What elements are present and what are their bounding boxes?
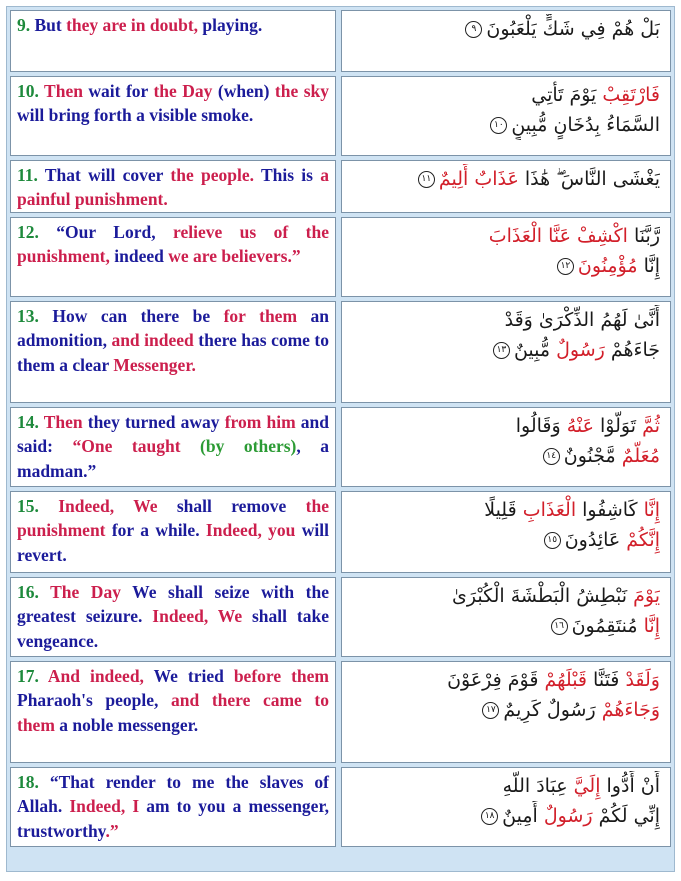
translation-segment: from him bbox=[224, 412, 301, 432]
translation-segment: we are believers.” bbox=[168, 246, 301, 267]
verse-translation bbox=[10, 217, 336, 297]
translation-segment: playing. bbox=[198, 15, 263, 35]
arabic-segment: عِبَادَ اللَّهِ bbox=[502, 775, 574, 797]
arabic-segment: رَسُولٌ كَرِيمٌ bbox=[503, 699, 602, 721]
verse-number: 14. bbox=[17, 412, 39, 432]
translation-segment: am to you a messenger, trustworthy bbox=[17, 796, 329, 841]
arabic-segment: عَنْهُ bbox=[566, 415, 594, 437]
verse-row bbox=[10, 10, 671, 72]
verse-row bbox=[10, 301, 671, 403]
arabic-line bbox=[354, 581, 660, 611]
arabic-segment: مُعَلَّمٌ bbox=[621, 445, 660, 467]
arabic-segment: إِنَّا bbox=[637, 255, 660, 277]
translation-segment: But bbox=[30, 15, 67, 35]
verse-row bbox=[10, 491, 671, 573]
arabic-segment: رَسُولٌ bbox=[543, 805, 593, 827]
translation-segment: We tried bbox=[153, 666, 234, 686]
verse-arabic bbox=[341, 491, 671, 573]
arabic-line bbox=[354, 164, 660, 194]
translation-segment: a noble messenger. bbox=[59, 714, 199, 735]
ayah-number-marker: ١٧ bbox=[482, 702, 499, 719]
translation-segment: This is bbox=[253, 165, 321, 185]
arabic-segment: بَلْ هُمْ فِي شَكٍّ يَلْعَبُونَ bbox=[486, 18, 660, 40]
ayah-number-marker: ١٤ bbox=[543, 448, 560, 465]
translation-segment: an admonition, bbox=[17, 306, 330, 351]
translation-segment: they are in doubt, bbox=[66, 15, 199, 35]
arabic-segment: مُنتَقِمُونَ bbox=[571, 615, 644, 637]
verse-number: 15. bbox=[17, 496, 39, 516]
translation-segment: Then bbox=[38, 412, 88, 432]
ayah-number-marker: ١٠ bbox=[490, 117, 507, 134]
arabic-segment: قَلِيلًا bbox=[484, 499, 523, 521]
verse-number: 18. bbox=[17, 772, 39, 792]
translation-segment: indeed bbox=[114, 246, 169, 267]
translation-segment: and said: bbox=[17, 412, 330, 457]
arabic-segment: مُؤْمِنُونَ bbox=[577, 255, 638, 277]
arabic-line bbox=[354, 110, 660, 140]
arabic-segment: وَلَقَدْ bbox=[625, 669, 660, 691]
verse-arabic bbox=[341, 407, 671, 487]
translation-segment: and there came to them bbox=[17, 690, 329, 735]
verse-translation bbox=[10, 491, 336, 573]
arabic-segment: ثُمَّ bbox=[642, 415, 660, 437]
verse-number: 11. bbox=[17, 165, 38, 185]
verse-translation bbox=[10, 407, 336, 487]
arabic-line bbox=[354, 771, 660, 801]
verse-number: 12. bbox=[17, 222, 39, 242]
verse-row bbox=[10, 577, 671, 657]
arabic-segment: مُّبِينٌ bbox=[513, 339, 557, 361]
arabic-segment: أَمِينٌ bbox=[502, 805, 544, 827]
ayah-number-marker: ١١ bbox=[418, 171, 435, 188]
verse-translation bbox=[10, 661, 336, 763]
verse-arabic bbox=[341, 767, 671, 847]
arabic-segment: رَّبَّنَا bbox=[627, 225, 660, 247]
arabic-line bbox=[354, 495, 660, 525]
translation-segment: the people. bbox=[170, 165, 254, 185]
arabic-line bbox=[354, 665, 660, 695]
translation-segment: Indeed, We bbox=[38, 496, 177, 516]
translation-segment: for a while. bbox=[111, 520, 206, 541]
translation-segment: “One taught bbox=[72, 436, 201, 457]
arabic-segment: فَارْتَقِبْ bbox=[602, 84, 660, 106]
arabic-segment: عَائِدُونَ bbox=[564, 529, 627, 551]
translation-segment: The Day bbox=[38, 582, 133, 602]
arabic-segment: أَنْ أَدُّوا bbox=[600, 775, 660, 797]
arabic-segment: فَتَنَّا bbox=[587, 669, 626, 691]
verse-row bbox=[10, 661, 671, 763]
translation-segment: Pharaoh's people, bbox=[17, 690, 172, 711]
translation-segment: a painful punishment. bbox=[17, 165, 329, 210]
verse-translation bbox=[10, 160, 336, 213]
translation-segment: wait for bbox=[88, 81, 154, 101]
translation-segment: the Day bbox=[153, 81, 218, 101]
arabic-segment: نَبْطِشُ الْبَطْشَةَ الْكُبْرَىٰ bbox=[452, 585, 634, 607]
arabic-segment: اكْشِفْ عَنَّا الْعَذَابَ bbox=[488, 225, 628, 247]
arabic-segment: عَذَابٌ أَلِيمٌ bbox=[438, 168, 519, 190]
arabic-line bbox=[354, 251, 660, 281]
translation-segment: (by others) bbox=[200, 436, 297, 457]
arabic-line bbox=[354, 611, 660, 641]
verse-row bbox=[10, 160, 671, 213]
translation-segment: before them bbox=[233, 666, 330, 686]
verse-translation bbox=[10, 76, 336, 156]
verse-arabic bbox=[341, 217, 671, 297]
verse-number: 10. bbox=[17, 81, 39, 101]
verse-arabic bbox=[341, 577, 671, 657]
translation-segment: Indeed, you bbox=[205, 520, 302, 541]
verse-arabic bbox=[341, 661, 671, 763]
translation-segment: “That render to me the slaves of Allah. bbox=[17, 772, 329, 817]
translation-segment: How can there be bbox=[38, 306, 224, 326]
translation-segment: Indeed, I bbox=[69, 796, 147, 817]
translation-segment: and indeed bbox=[111, 330, 194, 351]
translation-segment: That will cover bbox=[37, 165, 171, 185]
ayah-number-marker: ١٥ bbox=[544, 532, 561, 549]
arabic-segment: السَّمَاءُ بِدُخَانٍ مُّبِينٍ bbox=[511, 114, 660, 136]
arabic-line bbox=[354, 695, 660, 725]
arabic-segment: يَوْمَ تَأْتِي bbox=[531, 84, 603, 106]
translation-segment: (when) bbox=[217, 81, 275, 101]
translation-segment: they turned away bbox=[87, 412, 225, 432]
verse-row bbox=[10, 217, 671, 297]
arabic-segment: الْعَذَابِ bbox=[522, 499, 577, 521]
arabic-line bbox=[354, 411, 660, 441]
ayah-number-marker: ١٨ bbox=[481, 808, 498, 825]
verse-arabic bbox=[341, 160, 671, 213]
verse-number: 17. bbox=[17, 666, 39, 686]
arabic-segment: كَاشِفُوا bbox=[576, 499, 644, 521]
arabic-segment: إِنَّا bbox=[643, 499, 660, 521]
arabic-segment: قَبْلَهُمْ bbox=[544, 669, 588, 691]
translation-segment: will revert. bbox=[17, 520, 329, 565]
arabic-segment: إِلَيَّ bbox=[573, 775, 601, 797]
arabic-line bbox=[354, 221, 660, 251]
translation-segment: the punishment bbox=[17, 496, 329, 541]
translation-segment: Then bbox=[38, 81, 89, 101]
arabic-segment: قَوْمَ فِرْعَوْنَ bbox=[447, 669, 545, 691]
ayah-number-marker: ٩ bbox=[465, 21, 482, 38]
translation-segment: We shall seize with the greatest seizure. bbox=[17, 582, 329, 627]
arabic-segment: إِنَّكُمْ bbox=[626, 529, 660, 551]
arabic-segment: وَقَالُوا bbox=[515, 415, 567, 437]
verse-number: 13. bbox=[17, 306, 39, 326]
ayah-number-marker: ١٣ bbox=[493, 342, 510, 359]
translation-segment: “Our Lord, bbox=[38, 222, 174, 242]
ayah-number-marker: ١٦ bbox=[551, 618, 568, 635]
verse-translation bbox=[10, 577, 336, 657]
verse-arabic bbox=[341, 301, 671, 403]
verse-translation bbox=[10, 301, 336, 403]
translation-segment: Messenger. bbox=[113, 354, 196, 375]
arabic-segment: إِنِّي لَكُمْ bbox=[592, 805, 660, 827]
verse-row bbox=[10, 76, 671, 156]
translation-segment: for them bbox=[223, 306, 298, 326]
arabic-line bbox=[354, 305, 660, 335]
verse-row bbox=[10, 407, 671, 487]
arabic-segment: يَغْشَى النَّاسَ ۖ هَٰذَا bbox=[518, 168, 660, 190]
arabic-segment: جَاءَهُمْ bbox=[604, 339, 660, 361]
arabic-line bbox=[354, 801, 660, 831]
translation-segment: .” bbox=[105, 820, 119, 841]
arabic-segment: يَوْمَ bbox=[633, 585, 660, 607]
translation-segment: relieve us of the punishment, bbox=[17, 222, 329, 267]
verse-arabic bbox=[341, 10, 671, 72]
verse-number: 9. bbox=[17, 15, 31, 35]
arabic-line bbox=[354, 525, 660, 555]
arabic-segment: وَجَاءَهُمْ bbox=[601, 699, 660, 721]
verse-row bbox=[10, 767, 671, 847]
arabic-segment: تَوَلَّوْا bbox=[593, 415, 643, 437]
translation-segment: will bring forth a visible smoke. bbox=[17, 105, 254, 126]
translation-segment: And indeed, bbox=[38, 666, 154, 686]
verse-translation bbox=[10, 10, 336, 72]
arabic-line bbox=[354, 335, 660, 365]
translation-segment: shall remove bbox=[176, 496, 306, 516]
arabic-segment: رَسُولٌ bbox=[556, 339, 605, 361]
arabic-segment: إِنَّا bbox=[643, 615, 660, 637]
verse-arabic bbox=[341, 76, 671, 156]
translation-segment: , a madman.” bbox=[17, 436, 330, 481]
arabic-line bbox=[354, 80, 660, 110]
translation-segment: shall take vengeance. bbox=[17, 606, 329, 651]
translation-segment: the sky bbox=[274, 81, 330, 101]
verse-number: 16. bbox=[17, 582, 39, 602]
ayah-number-marker: ١٢ bbox=[557, 258, 574, 275]
arabic-segment: مَّجْنُونٌ bbox=[563, 445, 622, 467]
arabic-line bbox=[354, 14, 660, 44]
verse-table bbox=[6, 6, 675, 872]
translation-segment: Indeed, We bbox=[152, 606, 243, 627]
verse-translation bbox=[10, 767, 336, 847]
translation-segment: there has come to them a clear bbox=[17, 330, 330, 375]
arabic-segment: أَنَّىٰ لَهُمُ الذِّكْرَىٰ وَقَدْ bbox=[504, 309, 660, 331]
arabic-line bbox=[354, 441, 660, 471]
